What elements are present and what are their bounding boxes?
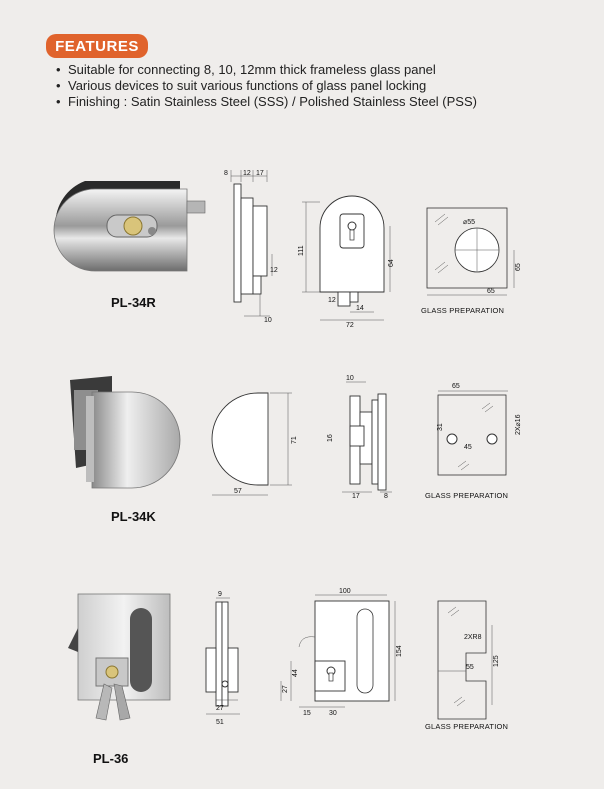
pl-34k-glass-preparation: [418, 375, 528, 485]
dim-label: 27: [282, 685, 289, 693]
dim-label: 44: [292, 669, 299, 677]
dim-label: 57: [234, 488, 242, 495]
pl-36-side-drawing: [200, 588, 260, 728]
feature-item: • Finishing : Satin Stainless Steel (SSS) / Polished Stainless Steel (PSS): [56, 94, 477, 110]
pl-34r-glass-preparation: [415, 200, 525, 320]
dim-label: 65: [487, 288, 495, 295]
pl-34r-front-drawing: [290, 180, 400, 340]
feature-item: • Various devices to suit various functions of glass panel locking: [56, 78, 477, 94]
dim-label: 45: [464, 444, 472, 451]
pl-34r-side-drawing: [222, 168, 292, 328]
dim-label: 55: [466, 664, 474, 671]
dim-label: 65: [452, 383, 460, 390]
dim-label: 8: [224, 170, 228, 177]
dim-label: 10: [346, 375, 354, 382]
dim-label: 17: [256, 170, 264, 177]
dim-label: 15: [303, 710, 311, 717]
dim-label: 71: [291, 436, 298, 444]
dim-label: ⌀55: [463, 219, 476, 226]
dim-label: 12: [243, 170, 251, 177]
product-code-pl-34r: PL-34R: [111, 295, 156, 310]
dim-label: 12: [270, 267, 278, 274]
dim-label: 30: [329, 710, 337, 717]
pl-36-front-drawing: [275, 585, 405, 725]
pl-34k-product-photo: [62, 368, 182, 498]
glass-preparation-label: GLASS PREPARATION: [421, 306, 505, 315]
dim-label: 16: [327, 434, 334, 442]
dim-label: 9: [218, 591, 222, 598]
dim-label: 12: [328, 297, 336, 304]
dim-label: 51: [216, 719, 224, 726]
pl-34k-front-drawing: [208, 385, 318, 515]
glass-preparation-label: GLASS PREPARATION: [425, 491, 509, 500]
dim-label: 100: [339, 588, 351, 595]
dim-label: 111: [298, 245, 305, 256]
glass-preparation-label: GLASS PREPARATION: [425, 722, 509, 731]
dim-label: 2X⌀16: [515, 414, 522, 435]
dim-label: 31: [437, 423, 444, 431]
pl-34k-side-drawing: [318, 372, 398, 502]
dim-label: 2XR8: [464, 634, 482, 641]
dim-label: 27: [216, 705, 224, 712]
feature-item: • Suitable for connecting 8, 10, 12mm thick frameless glass panel: [56, 62, 477, 78]
feature-list: [56, 62, 477, 110]
dim-label: 125: [493, 655, 500, 667]
pl-36-glass-preparation: [428, 595, 518, 725]
dim-label: 154: [396, 645, 403, 657]
dim-label: 72: [346, 322, 354, 329]
product-code-pl-34k: PL-34K: [111, 509, 156, 524]
dim-label: 65: [515, 263, 522, 271]
dim-label: 10: [264, 317, 272, 324]
dim-label: 14: [356, 305, 364, 312]
pl-36-product-photo: [60, 588, 180, 738]
product-code-pl-36: PL-36: [93, 751, 129, 766]
dim-label: 17: [352, 493, 360, 500]
dim-label: 8: [384, 493, 388, 500]
pl-34r-product-photo: [55, 175, 215, 285]
dim-label: 64: [388, 259, 395, 267]
features-heading: FEATURES: [46, 34, 148, 58]
